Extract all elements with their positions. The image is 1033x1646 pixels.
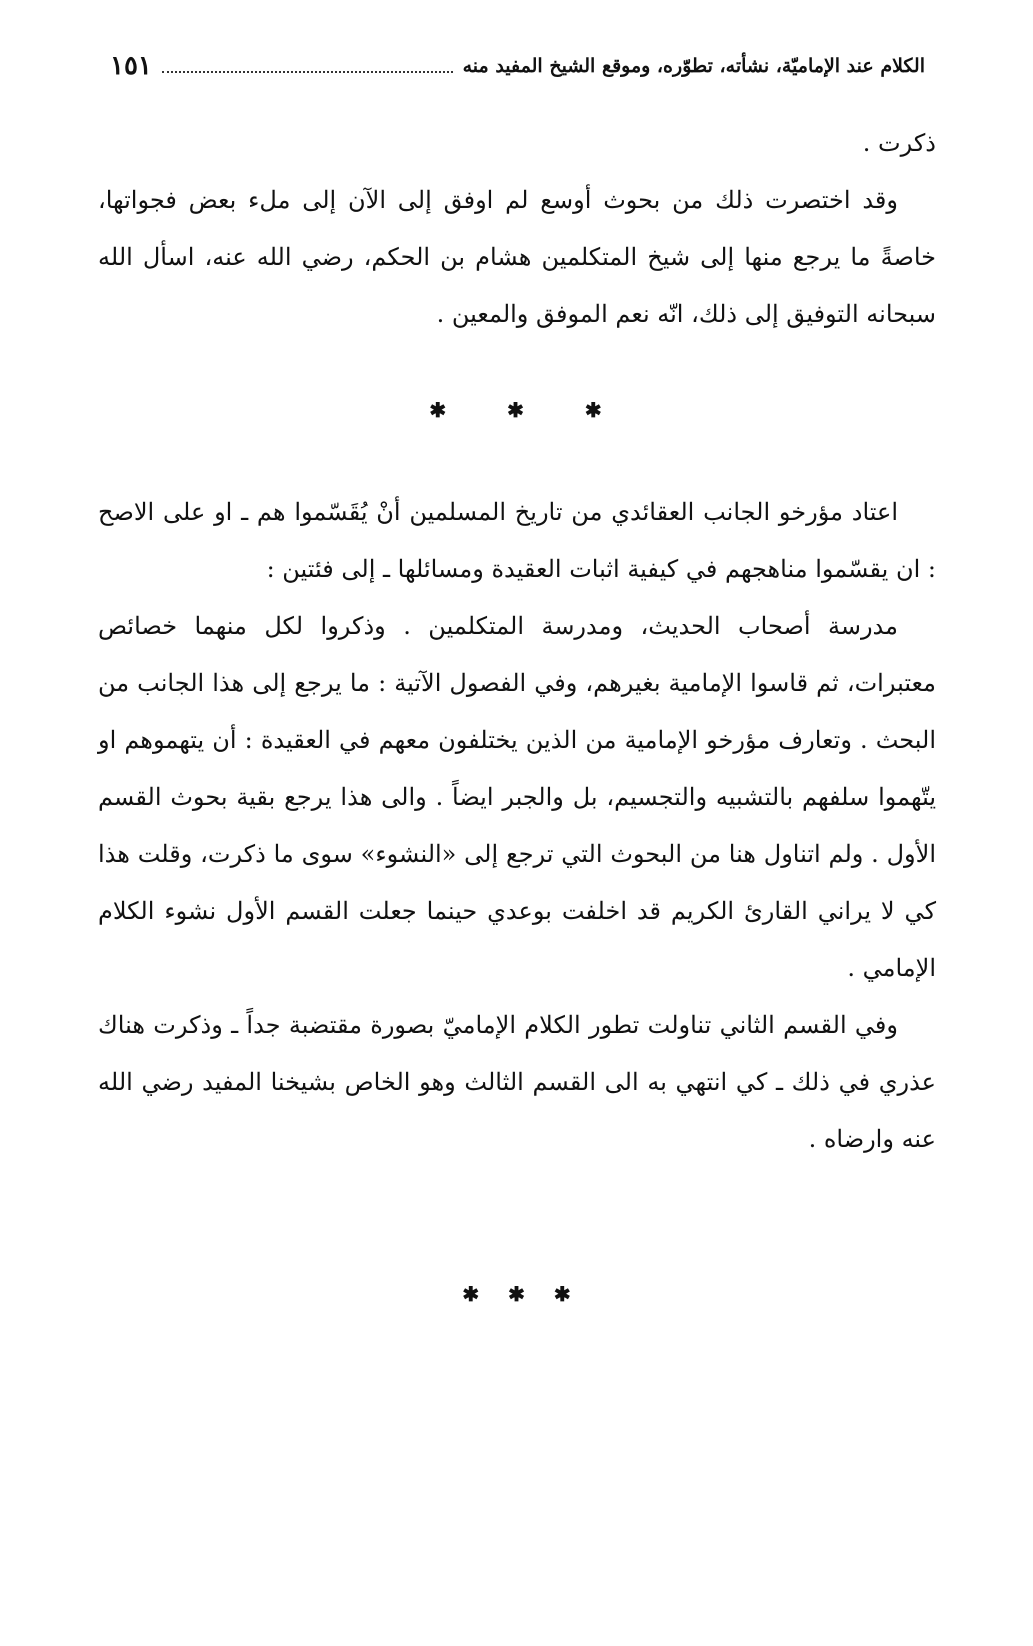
paragraph: وقد اختصرت ذلك من بحوث أوسع لم اوفق إلى الآن إلى ملء بعض فجواتها، خاصةً ما يرجع منها إلى شيخ المتكلمين هشام بن الحكم، رضي الله عنه، اسأل الله سبحانه التوفيق إلى ذلك، انّه نعم الموفق والمعين . xyxy=(98,186,936,328)
paragraph: ذكرت . xyxy=(862,129,936,157)
page-header xyxy=(110,44,925,88)
text-block-1 xyxy=(98,115,936,343)
dotted-leader xyxy=(162,71,453,73)
section-separator: ✱ ✱ ✱ xyxy=(462,1282,571,1306)
running-head: الكلام عند الإماميّة، نشأته، تطوّره، وموقع الشيخ المفيد منه xyxy=(462,55,925,77)
text-block-2 xyxy=(98,484,936,1168)
paragraph: وفي القسم الثاني تناولت تطور الكلام الإماميّ بصورة مقتضبة جداً ـ وذكرت هناك عذري في ذلك ـ كي انتهي به الى القسم الثالث وهو الخاص بشيخنا المفيد رضي الله عنه وارضاه . xyxy=(98,1011,936,1153)
page-number: ١٥١ xyxy=(110,51,152,81)
paragraph: مدرسة أصحاب الحديث، ومدرسة المتكلمين . وذكروا لكل منهما خصائص معتبرات، ثم قاسوا الإمامية بغيرهم، وفي الفصول الآتية : ما يرجع إلى هذا الجانب من البحث . وتعارف مؤرخو الإمامية من الذين يختلفون معهم في العقيدة : أن يتهموهم او يتّهموا سلفهم بالتشبيه والتجسيم، بل والجبر ايضاً . والى هذا يرجع بقية بحوث القسم الأول . ولم اتناول هنا من البحوث التي ترجع إلى «النشوء» سوى ما ذكرت، وقلت هذا كي لا يراني القارئ الكريم قد اخلفت بوعدي حينما جعلت القسم الأول نشوء الكلام الإمامي . xyxy=(98,612,936,982)
section-separator: ✱ ✱ ✱ xyxy=(429,398,604,422)
paragraph: اعتاد مؤرخو الجانب العقائدي من تاريخ المسلمين أنْ يُقَسّموا هم ـ او على الاصح : ان يقسّموا مناهجهم في كيفية اثبات العقيدة ومسائلها ـ إلى فئتين : xyxy=(98,498,936,583)
